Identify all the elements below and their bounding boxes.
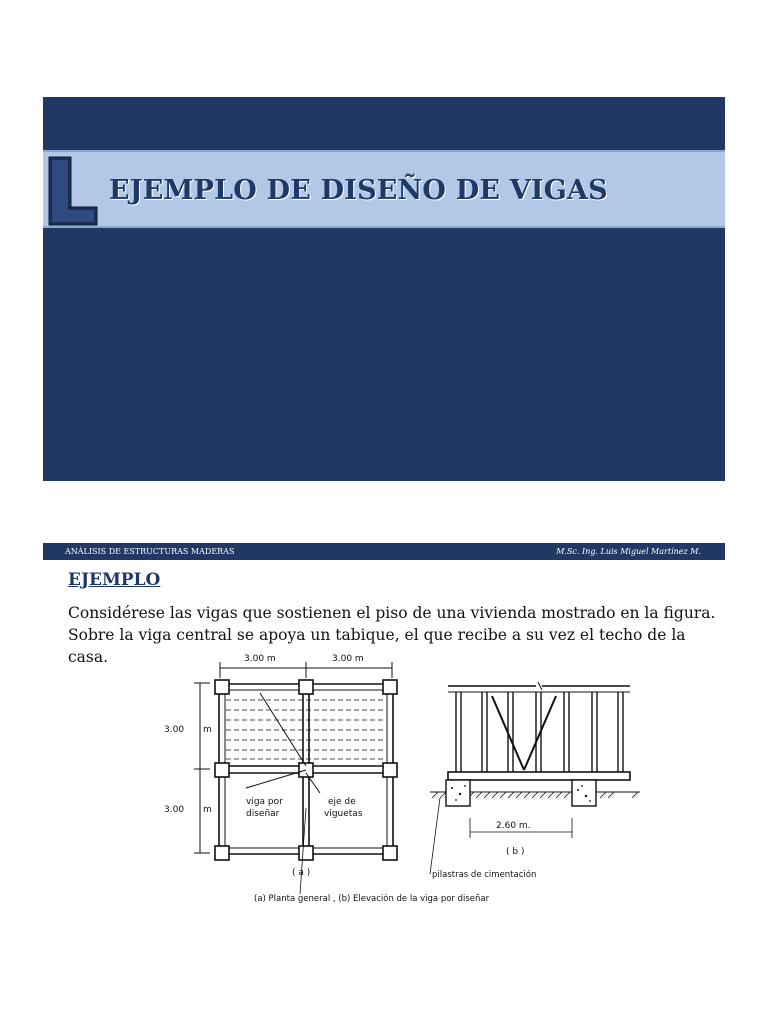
plan-view: [194, 662, 397, 894]
figure-caption: (a) Planta general , (b) Elevación de la viga por diseñar: [254, 894, 490, 904]
label-a: ( a ): [292, 868, 311, 878]
label-eje-line1: eje de: [328, 797, 356, 807]
label-viga-line1: viga por: [246, 797, 283, 807]
title-slide: [43, 97, 725, 481]
elevation-view: [430, 682, 640, 874]
dim-left-upper: 3.00: [164, 725, 185, 735]
label-viga-line2: diseñar: [246, 809, 280, 819]
section-heading: EJEMPLO: [68, 570, 161, 590]
dim-b: 2.60 m.: [496, 821, 531, 831]
label-b: ( b ): [506, 847, 525, 857]
dim-left-upper-unit: m: [203, 725, 212, 735]
title-band: [43, 150, 725, 228]
label-eje-line2: viguetas: [324, 809, 363, 819]
beam-figure: [160, 648, 640, 910]
dim-left-lower: 3.00: [164, 805, 185, 815]
slide-title: EJEMPLO DE DISEÑO DE VIGAS: [109, 175, 608, 206]
dim-top-left: 3.00 m: [244, 654, 276, 664]
dim-left-lower-unit: m: [203, 805, 212, 815]
course-name: ANÁLISIS DE ESTRUCTURAS MADERAS: [65, 547, 235, 556]
dim-top-right: 3.00 m: [332, 654, 364, 664]
section-paragraph: Considérese las vigas que sostienen el piso de una vivienda mostrado en la figura. Sobre la viga central se apoya un tabique, el que recibe a su vez el techo de la casa.: [68, 604, 716, 666]
l-shape-logo-icon: [47, 155, 99, 227]
label-pilastras: pilastras de cimentación: [432, 870, 537, 880]
page-header-bar: [43, 543, 725, 560]
author-name: M.Sc. Ing. Luis Miguel Martínez M.: [556, 547, 701, 556]
